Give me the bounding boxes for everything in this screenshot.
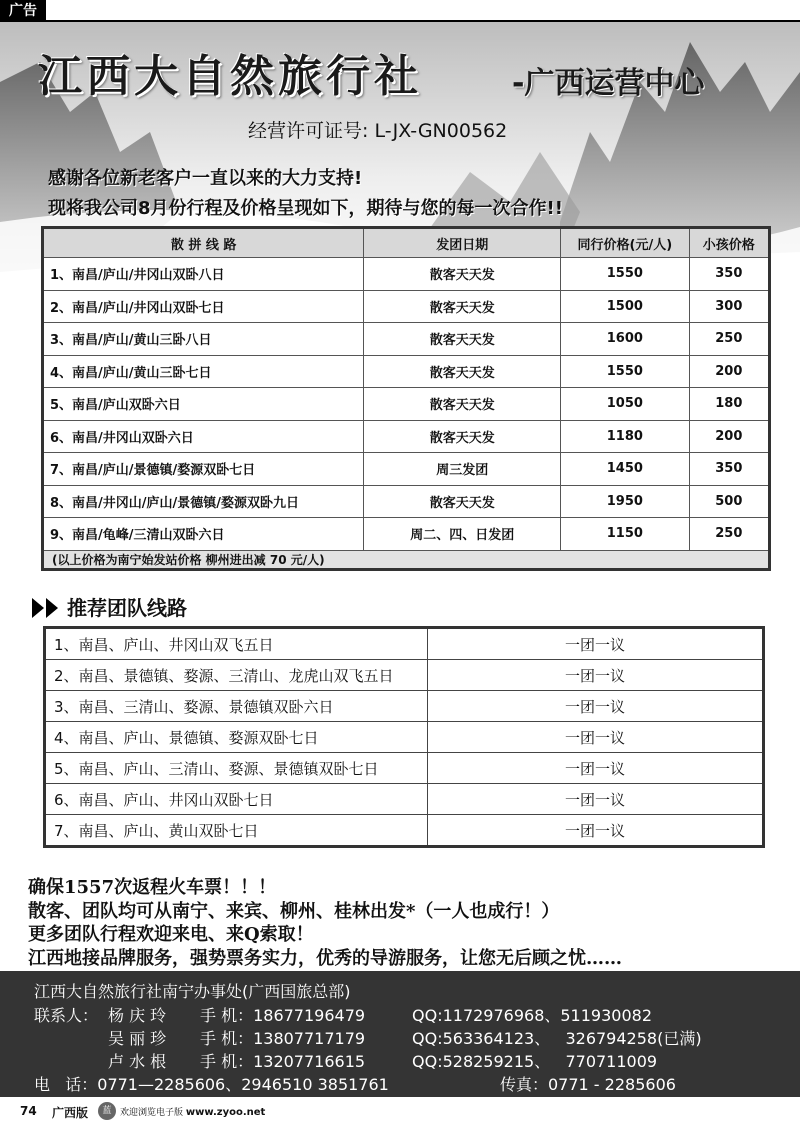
route-cell: 8、南昌/井冈山/庐山/景德镇/婺源双卧九日 xyxy=(43,485,364,518)
child-price-cell: 200 xyxy=(689,355,769,388)
date-cell: 散客天天发 xyxy=(364,258,561,291)
date-cell: 散客天天发 xyxy=(364,420,561,453)
route-cell: 4、南昌/庐山/黄山三卧七日 xyxy=(43,355,364,388)
page-number: 74 xyxy=(20,1104,37,1118)
price-cell: 一团一议 xyxy=(428,753,764,784)
table-row xyxy=(45,815,764,847)
price-cell: 1550 xyxy=(561,355,690,388)
tagline-line: 江西地接品牌服务，强势票务实力，优秀的导游服务，让您无后顾之忧…… xyxy=(28,947,622,969)
child-price-cell: 180 xyxy=(689,388,769,421)
ad-tag: 广告 xyxy=(0,0,46,22)
col-header-price: 同行价格(元/人) xyxy=(561,228,690,258)
route-cell: 6、南昌、庐山、井冈山双卧七日 xyxy=(45,784,428,815)
website-text: 欢迎浏览电子版 xyxy=(120,1108,184,1118)
table-row xyxy=(43,453,770,486)
route-cell: 3、南昌/庐山/黄山三卧八日 xyxy=(43,323,364,356)
price-cell: 一团一议 xyxy=(428,628,764,660)
table-row xyxy=(43,355,770,388)
date-cell: 散客天天发 xyxy=(364,388,561,421)
thanks-line-2: 现将我公司8月份行程及价格呈现如下，期待与您的每一次合作!! xyxy=(48,198,563,219)
child-price-cell: 250 xyxy=(689,323,769,356)
child-price-cell: 350 xyxy=(689,453,769,486)
contact-mobile: 手 机：13207716615 xyxy=(200,1052,366,1071)
table-row xyxy=(45,628,764,660)
route-cell: 6、南昌/井冈山双卧六日 xyxy=(43,420,364,453)
table-row xyxy=(43,485,770,518)
date-cell: 散客天天发 xyxy=(364,355,561,388)
route-cell: 9、南昌/龟峰/三清山双卧六日 xyxy=(43,518,364,551)
date-cell: 散客天天发 xyxy=(364,290,561,323)
table-row xyxy=(45,784,764,815)
price-cell: 1600 xyxy=(561,323,690,356)
contact-name: 卢 水 根 xyxy=(108,1052,167,1071)
route-cell: 5、南昌/庐山双卧六日 xyxy=(43,388,364,421)
date-cell: 散客天天发 xyxy=(364,323,561,356)
price-cell: 一团一议 xyxy=(428,660,764,691)
recommended-heading xyxy=(32,592,187,621)
date-cell: 周三发团 xyxy=(364,453,561,486)
contact-label: 联系人： xyxy=(34,1006,99,1025)
contact-name: 杨 庆 玲 xyxy=(108,1006,167,1025)
price-cell: 1150 xyxy=(561,518,690,551)
contact-name: 吴 丽 珍 xyxy=(108,1029,167,1048)
table-row xyxy=(45,753,764,784)
website-url[interactable]: www.zyoo.net xyxy=(185,1107,266,1118)
table-row xyxy=(43,388,770,421)
price-cell: 一团一议 xyxy=(428,815,764,847)
thanks-line-1: 感谢各位新老客户一直以来的大力支持! xyxy=(48,168,363,189)
route-cell: 4、南昌、庐山、景德镇、婺源双卧七日 xyxy=(45,722,428,753)
office-name: 江西大自然旅行社南宁办事处(广西国旅总部) xyxy=(34,982,351,1001)
price-cell: 一团一议 xyxy=(428,722,764,753)
page-footer xyxy=(0,1100,800,1124)
tagline-block xyxy=(28,876,622,970)
recommended-title: 推荐团队线路 xyxy=(66,596,187,620)
tagline-line: 确保1557次返程火车票！！！ xyxy=(28,877,277,898)
license-number: 经营许可证号: L-JX-GN00562 xyxy=(248,120,508,142)
contact-panel xyxy=(0,971,800,1097)
price-note: (以上价格为南宁始发站价格 柳州进出减 70 元/人) xyxy=(43,550,770,569)
child-price-cell: 200 xyxy=(689,420,769,453)
office-phone: 电 话：0771—2285606、2946510 3851761 xyxy=(34,1075,389,1094)
child-price-cell: 500 xyxy=(689,485,769,518)
price-table xyxy=(41,226,771,571)
contact-qq: QQ:528259215、 770711009 xyxy=(412,1052,658,1071)
price-cell: 一团一议 xyxy=(428,691,764,722)
office-fax: 传真：0771 - 2285606 xyxy=(500,1075,676,1094)
contact-mobile: 手 机：13807717179 xyxy=(200,1029,366,1048)
group-routes-table xyxy=(43,626,765,848)
price-cell: 1950 xyxy=(561,485,690,518)
route-cell: 2、南昌/庐山/井冈山双卧七日 xyxy=(43,290,364,323)
price-cell: 一团一议 xyxy=(428,784,764,815)
table-row xyxy=(43,518,770,551)
publisher-logo-icon: 蓝 xyxy=(98,1102,116,1120)
route-cell: 5、南昌、庐山、三清山、婺源、景德镇双卧七日 xyxy=(45,753,428,784)
route-cell: 1、南昌/庐山/井冈山双卧八日 xyxy=(43,258,364,291)
route-cell: 1、南昌、庐山、井冈山双飞五日 xyxy=(45,628,428,660)
col-header-route: 散 拼 线 路 xyxy=(43,228,364,258)
price-cell: 1180 xyxy=(561,420,690,453)
brand-subtitle: -广西运营中心 xyxy=(512,66,705,101)
arrow-right-icon xyxy=(32,598,44,618)
contact-qq: QQ:1172976968、511930082 xyxy=(412,1006,652,1025)
price-cell: 1450 xyxy=(561,453,690,486)
table-row xyxy=(43,323,770,356)
table-row xyxy=(43,420,770,453)
table-row xyxy=(45,660,764,691)
tagline-line: 散客、团队均可从南宁、来宾、柳州、桂林出发*（一人也成行！） xyxy=(28,900,560,922)
table-row xyxy=(43,258,770,291)
child-price-cell: 300 xyxy=(689,290,769,323)
table-row xyxy=(43,290,770,323)
contact-mobile: 手 机：18677196479 xyxy=(200,1006,366,1025)
date-cell: 周二、四、日发团 xyxy=(364,518,561,551)
arrow-right-icon xyxy=(46,598,58,618)
col-header-date: 发团日期 xyxy=(364,228,561,258)
route-cell: 7、南昌、庐山、黄山双卧七日 xyxy=(45,815,428,847)
brand-title: 江西大自然旅行社 xyxy=(38,51,422,102)
route-cell: 7、南昌/庐山/景德镇/婺源双卧七日 xyxy=(43,453,364,486)
table-row xyxy=(45,722,764,753)
child-price-cell: 250 xyxy=(689,518,769,551)
col-header-child: 小孩价格 xyxy=(689,228,769,258)
price-cell: 1050 xyxy=(561,388,690,421)
edition-label: 广西版 xyxy=(52,1106,89,1120)
tagline-line: 更多团队行程欢迎来电、来Q索取！ xyxy=(28,924,314,945)
date-cell: 散客天天发 xyxy=(364,485,561,518)
price-cell: 1500 xyxy=(561,290,690,323)
website-note xyxy=(120,1105,265,1118)
price-cell: 1550 xyxy=(561,258,690,291)
contact-qq: QQ:563364123、 326794258(已满) xyxy=(412,1029,702,1048)
route-cell: 2、南昌、景德镇、婺源、三清山、龙虎山双飞五日 xyxy=(45,660,428,691)
route-cell: 3、南昌、三清山、婺源、景德镇双卧六日 xyxy=(45,691,428,722)
table-row xyxy=(45,691,764,722)
child-price-cell: 350 xyxy=(689,258,769,291)
